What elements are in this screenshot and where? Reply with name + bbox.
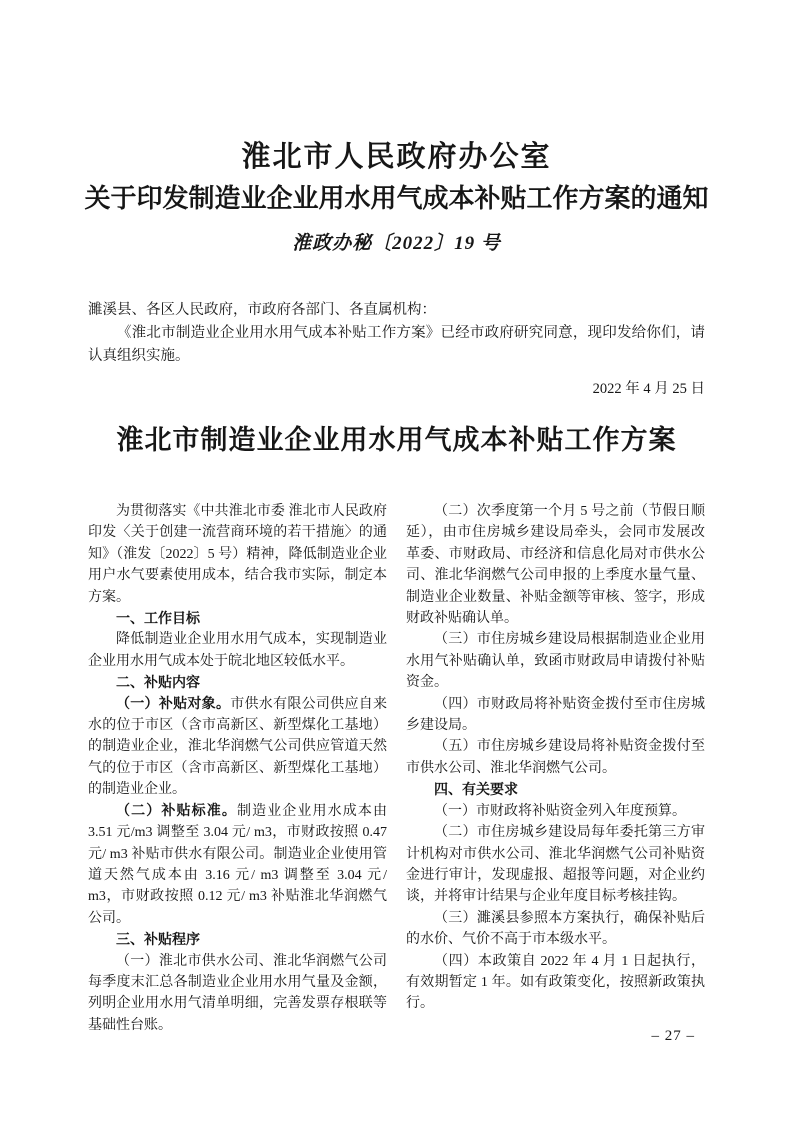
notice-title-line1: 淮北市人民政府办公室 <box>241 141 552 173</box>
plan-title: 淮北市制造业企业用水用气成本补贴工作方案 <box>116 425 677 455</box>
doc-number: 淮政办秘〔2022〕19 号 <box>292 233 501 255</box>
notice-title-line2: 关于印发制造业企业用水用气成本补贴工作方案的通知 <box>84 184 709 214</box>
paragraph: （五）市住房城乡建设局将补贴资金拨付至市供水公司、淮北华润燃气公司。 <box>406 739 705 776</box>
section-heading: 四、有关要求 <box>434 781 518 798</box>
paragraph: （二）市住房城乡建设局每年委托第三方审计机构对市供水公司、淮北华润燃气公司补贴资金进行审计，发现虚报、超报等问题，对企业约谈，并将审计结果与企业年度目标考核挂钩。 <box>406 825 705 905</box>
section-heading: 三、补贴程序 <box>116 931 200 948</box>
paragraph-label: （一）补贴对象。 <box>116 696 231 712</box>
notice-title-block <box>0 141 793 255</box>
notice-body <box>88 299 705 401</box>
paragraph: 降低制造业企业用水用气成本，实现制造业企业用水用气成本处于皖北地区较低水平。 <box>88 632 387 669</box>
paragraph: 为贯彻落实《中共淮北市委 淮北市人民政府印发〈关于创建一流营商环境的若干措施〉的通知》（淮发〔2022〕5 号）精神，降低制造业企业用户水气要素使用成本，结合我市实际，制定本方案。 <box>88 504 387 605</box>
salutation: 濉溪县、各区人民政府，市政府各部门、各直属机构： <box>88 302 436 318</box>
page-number: – 27 – <box>651 1028 695 1044</box>
paragraph: （三）濉溪县参照本方案执行，确保补贴后的水价、气价不高于市本级水平。 <box>406 910 705 948</box>
paragraph: （四）本政策自 2022 年 4 月 1 日起执行，有效期暂定 1 年。如有政策变化，按照新政策执行。 <box>406 953 705 1012</box>
notice-date: 2022 年 4 月 25 日 <box>592 381 705 397</box>
paragraph: （二）补贴标准。制造业企业用水成本由 3.51 元/m3 调整至 3.04 元/ m3，市财政按照 0.47 元/ m3 补贴市供水有限公司。制造业企业使用管道天然气成本由 3.16 元/ m3 调整至 3.04 元/ m3，市财政按照 0.12 元/ m3 补贴淮北华润燃气公司。 <box>88 803 388 926</box>
paragraph: （四）市财政局将补贴资金拨付至市住房城乡建设局。 <box>406 696 705 734</box>
right-column <box>406 501 705 1036</box>
paragraph: （一）补贴对象。市供水有限公司供应自来水的位于市区（含市高新区、新型煤化工基地）的制造业企业，淮北华润燃气公司供应管道天然气的位于市区（含市高新区、新型煤化工基地）的制造业企业。 <box>88 696 388 798</box>
section-heading: 二、补贴内容 <box>116 674 200 691</box>
notice-paragraph: 《淮北市制造业企业用水用气成本补贴工作方案》已经市政府研究同意，现印发给你们，请认真组织实施。 <box>88 325 705 364</box>
paragraph: （三）市住房城乡建设局根据制造业企业用水用气补贴确认单，致函市财政局申请拨付补贴资金。 <box>406 632 705 691</box>
paragraph: （一）市财政将补贴资金列入年度预算。 <box>434 803 686 819</box>
left-column <box>88 501 387 1036</box>
paragraph-label: （二）补贴标准。 <box>116 803 237 819</box>
paragraph: （二）次季度第一个月 5 号之前（节假日顺延），由市住房城乡建设局牵头，会同市发展改革委、市财政局、市经济和信息化局对市供水公司、淮北华润燃气公司申报的上季度水量气量、制造业企业数量、补贴金额等审核、签字，形成财政补贴确认单。 <box>406 504 705 627</box>
plan-body <box>88 501 706 1036</box>
section-heading: 一、工作目标 <box>116 610 200 627</box>
paragraph: （一）淮北市供水公司、淮北华润燃气公司每季度末汇总各制造业企业用水用气量及金额，列明企业用水用气清单明细，完善发票存根联等基础性台账。 <box>88 953 387 1033</box>
